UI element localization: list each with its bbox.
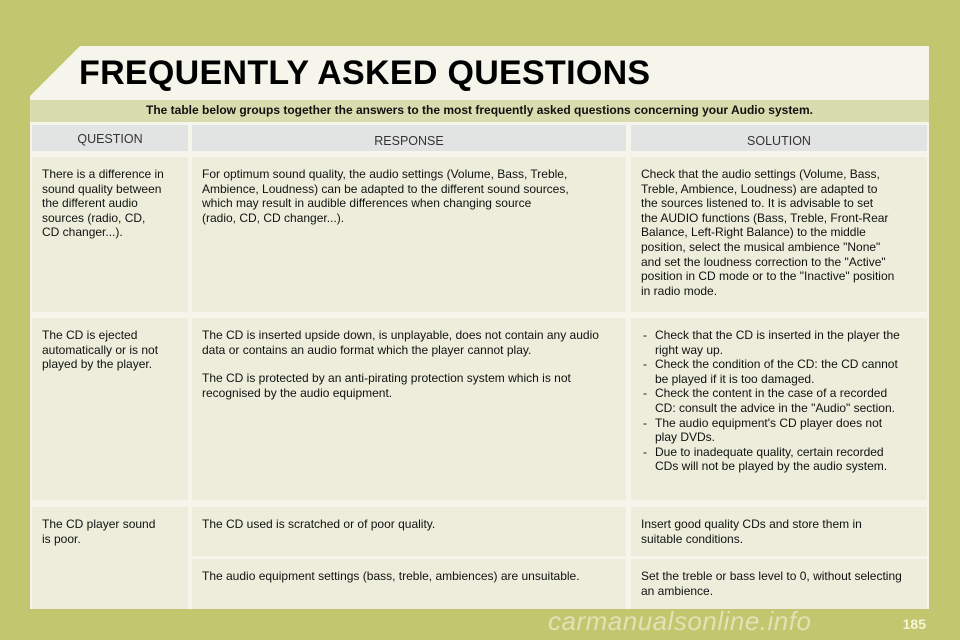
row1-question xyxy=(32,157,188,312)
page-subtitle: The table below groups together the answers to the most frequently asked questions concerning your Audio system. xyxy=(145,103,813,117)
list-item: - The audio equipment's CD player does not play DVDs. xyxy=(641,416,917,445)
row2-response xyxy=(192,318,626,500)
row2-question xyxy=(32,318,188,500)
row3b-response-text: The audio equipment settings (bass, treble, ambiences) are unsuitable. xyxy=(202,569,580,583)
row1-response-text: For optimum sound quality, the audio settings (Volume, Bass, Treble, Ambience, Loudness) can be adapted to the different sound sources, which may result in audible differences when changing source (radio, CD, CD changer...). xyxy=(202,167,569,225)
row2-question-text: The CD is ejected automatically or is not played by the player. xyxy=(42,328,159,372)
watermark: carmanualsonline.info xyxy=(548,606,812,636)
row3-question-text: The CD player sound is poor. xyxy=(42,517,156,546)
page-title: FREQUENTLY ASKED QUESTIONS xyxy=(79,54,651,92)
row3a-solution xyxy=(631,507,927,556)
page-corner-fold xyxy=(30,46,80,96)
list-item: - Check the condition of the CD: the CD cannot be played if it is too damaged. xyxy=(641,357,917,386)
row3a-solution-text: Insert good quality CDs and store them in suitable conditions. xyxy=(641,517,862,546)
row3-question xyxy=(32,507,188,609)
page-number: 185 xyxy=(902,616,926,632)
row1-solution xyxy=(631,157,927,312)
header-response xyxy=(192,125,626,151)
row3a-response xyxy=(192,507,626,556)
row1-response xyxy=(192,157,626,312)
header-question xyxy=(32,125,188,151)
row3b-solution-text: Set the treble or bass level to 0, without selecting an ambience. xyxy=(641,569,902,598)
row3b-response xyxy=(192,559,626,609)
row2-solution xyxy=(631,318,927,500)
header-solution xyxy=(631,125,927,151)
row1-question-text: There is a difference in sound quality between the different audio sources (radio, CD, CD changer...). xyxy=(42,167,164,240)
row2-response-paragraph: The CD is protected by an anti-pirating protection system which is not recognised by the audio equipment. xyxy=(202,371,571,400)
row3b-solution xyxy=(631,559,927,609)
header-response-label: RESPONSE xyxy=(374,134,444,148)
row2-solution-list xyxy=(641,328,917,474)
header-solution-label: SOLUTION xyxy=(747,134,811,148)
header-question-label: QUESTION xyxy=(77,132,143,146)
row2-response-paragraph: The CD is inserted upside down, is unplayable, does not contain any audio data or contains an audio format which the player cannot play. xyxy=(202,328,599,357)
list-item: - Check that the CD is inserted in the player the right way up. xyxy=(641,328,917,357)
row1-solution-text: Check that the audio settings (Volume, Bass, Treble, Ambience, Loudness) are adapted to the sources listened to. It is advisable to set the AUDIO functions (Bass, Treble, Front-Rear Balance, Left-Right Balance) to the middle position, select the musical ambience "None" and set the loudness correction to the "Active" position in CD mode or to the "Inactive" position in radio mode. xyxy=(641,167,895,298)
subtitle-bar xyxy=(30,100,929,122)
list-item: - Due to inadequate quality, certain recorded CDs will not be played by the audio system. xyxy=(641,445,917,474)
row3a-response-text: The CD used is scratched or of poor quality. xyxy=(202,517,436,531)
list-item: - Check the content in the case of a recorded CD: consult the advice in the "Audio" section. xyxy=(641,386,917,415)
